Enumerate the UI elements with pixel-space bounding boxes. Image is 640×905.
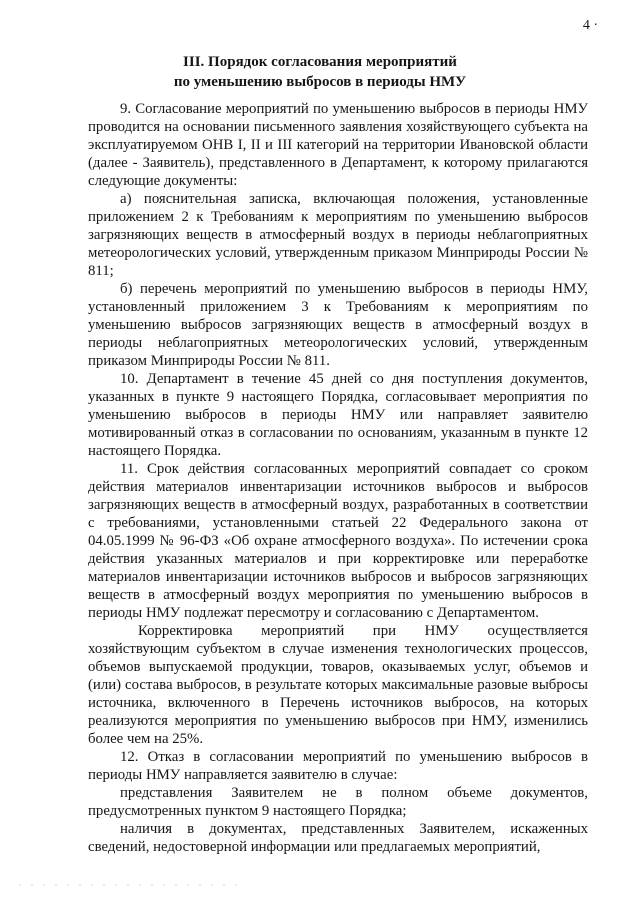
paragraph-correction: Корректировка мероприятий при НМУ осуществляется хозяйствующим субъектом в случае изменения технологических процессов, объемов выпускаемой продукции, товаров, оказываемых услуг, объемов и (или) состава выбросов, в результате которых максимальные разовые выбросы источника, включенного в Перечень источников выбросов, на которых реализуются мероприятия по уменьшению выбросов при НМУ, изменились более чем на 25%. [88,623,588,747]
document-body [88,100,588,856]
page-number: 4 · [582,18,598,33]
section-heading-line-2: по уменьшению выбросов в периоды НМУ [173,74,467,90]
paragraph-item-10: 10. Департамент в течение 45 дней со дня поступления документов, указанных в пункте 9 настоящего Порядка, согласовывает мероприятия по уменьшению выбросов в периоды НМУ или направляет заявителю мотивированный отказ в согласовании по основаниям, указанным в пункте 12 настоящего Порядка. [88,371,588,459]
paragraph-subitem-a: а) пояснительная записка, включающая положения, установленные приложением 2 к Требованиям к мероприятиям по уменьшению выбросов загрязняющих веществ в атмосферный воздух в периоды неблагоприятных метеорологических условий, утвержденным приказом Минприроды России № 811; [88,191,588,279]
scan-artifact [14,883,244,887]
section-heading-line-1: III. Порядок согласования мероприятий [183,54,457,70]
paragraph-refusal-reason-1: представления Заявителем не в полном объеме документов, предусмотренных пунктом 9 настоящего Порядка; [88,785,588,819]
section-heading [0,52,640,92]
paragraph-item-9: 9. Согласование мероприятий по уменьшению выбросов в периоды НМУ проводится на основании письменного заявления хозяйствующего субъекта на эксплуатируемом ОНВ I, II и III категорий на территории Ивановской области (далее - Заявитель), представленного в Департамент, к которому прилагаются следующие документы: [88,101,588,189]
paragraph-refusal-reason-2: наличия в документах, представленных Заявителем, искаженных сведений, недостоверной информации или предлагаемых мероприятий, [88,821,588,855]
paragraph-item-12: 12. Отказ в согласовании мероприятий по уменьшению выбросов в периоды НМУ направляется заявителю в случае: [88,749,588,783]
paragraph-subitem-b: б) перечень мероприятий по уменьшению выбросов в периоды НМУ, установленный приложением 3 к Требованиям к мероприятиям по уменьшению выбросов загрязняющих веществ в атмосферный воздух в периоды неблагоприятных метеорологических условий, утвержденным приказом Минприроды России № 811. [88,281,588,369]
paragraph-item-11: 11. Срок действия согласованных мероприятий совпадает со сроком действия материалов инвентаризации источников выбросов и выбросов загрязняющих веществ в атмосферный воздух, разработанных в соответствии с требованиями, установленными статьей 22 Федерального закона от 04.05.1999 № 96-ФЗ «Об охране атмосферного воздуха». По истечении срока действия указанных материалов и при корректировке или переработке материалов инвентаризации источников выбросов и выбросов загрязняющих веществ в атмосферный воздух мероприятия по уменьшению выбросов в периоды НМУ подлежат пересмотру и согласованию с Департаментом. [88,461,588,621]
